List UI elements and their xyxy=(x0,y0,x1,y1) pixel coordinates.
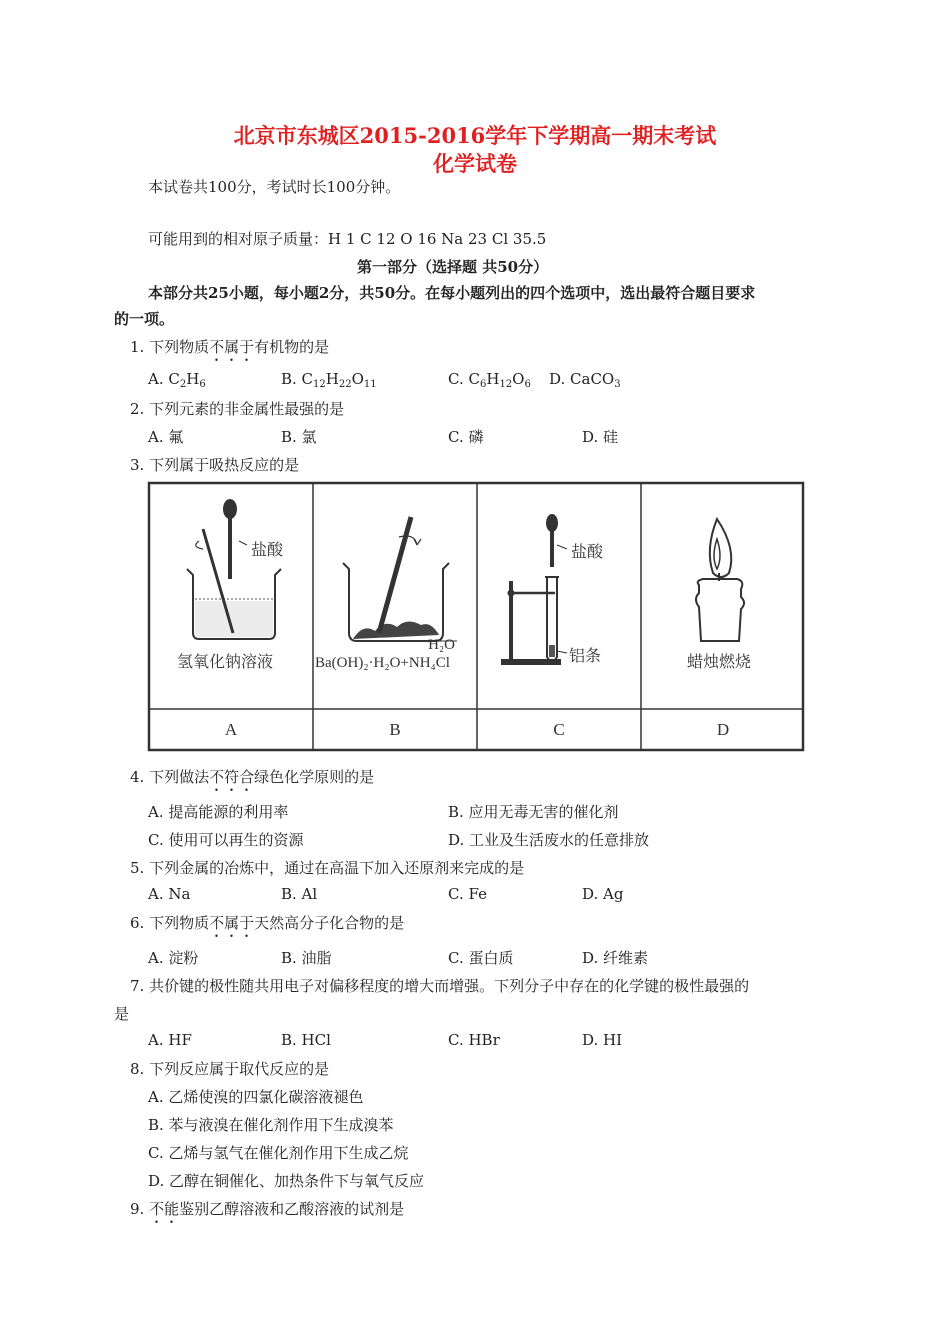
q1-suffix: 有机物的是 xyxy=(254,338,330,356)
question-3: 3. 下列属于吸热反应的是 xyxy=(130,456,300,474)
panel-c-apparatus-illustration xyxy=(501,514,567,665)
q2-option-a: A. 氟 xyxy=(148,428,184,446)
question-2: 2. 下列元素的非金属性最强的是 xyxy=(130,400,345,418)
q4-emphasis: 不符合 xyxy=(209,768,255,786)
q4-option-b: B. 应用无毒无害的催化剂 xyxy=(448,803,619,821)
q2-option-b: B. 氯 xyxy=(281,428,317,446)
panel-d-caption: 蜡烛燃烧 xyxy=(687,654,752,671)
panel-c-metal-label: 铝条 xyxy=(569,648,602,665)
q4-option-a: A. 提高能源的利用率 xyxy=(148,803,289,821)
panel-d-letter: D xyxy=(716,720,730,739)
q6-option-d: D. 纤维素 xyxy=(582,949,649,967)
question-8: 8. 下列反应属于取代反应的是 xyxy=(130,1060,330,1078)
panel-a-letter: A xyxy=(224,720,238,739)
exam-title: 北京市东城区2015-2016学年下学期高一期末考试 xyxy=(233,123,717,148)
q5-option-c: C. Fe xyxy=(448,885,487,903)
q1-emphasis: 不属于 xyxy=(209,338,255,356)
q7-option-c: C. HBr xyxy=(448,1031,500,1049)
panel-a-reagent-label: 盐酸 xyxy=(251,542,284,559)
q1-prefix: 1. 下列物质 xyxy=(130,338,210,356)
panel-a-beaker-illustration xyxy=(187,499,281,639)
part1-heading: 第一部分（选择题 共50分） xyxy=(357,258,549,276)
question-7-line-2: 是 xyxy=(114,1005,130,1023)
atomic-mass-line: 可能用到的相对原子质量：H 1 C 12 O 16 Na 23 Cl 35.5 xyxy=(148,230,547,248)
panel-b-caption: Ba(OH)₂·H₂O+NH₄Cl xyxy=(315,655,450,671)
q1-option-a: A. $C_2H_6$ xyxy=(148,370,206,390)
q5-option-d: D. Ag xyxy=(582,885,624,903)
panel-c-letter: C xyxy=(553,720,565,739)
q5-option-b: B. Al xyxy=(281,885,318,903)
part1-instruction-1: 本部分共25小题，每小题2分，共50分。在每小题列出的四个选项中，选出最符合题目要求 xyxy=(148,284,756,302)
panel-d-candle-illustration xyxy=(696,519,744,641)
panel-b-letter: B xyxy=(389,720,401,739)
q7-option-b: B. HCl xyxy=(281,1031,331,1049)
question-7-line-1: 7. 共价键的极性随共用电子对偏移程度的增大而增强。下列分子中存在的化学键的极性最强的 xyxy=(130,977,750,995)
q1-option-d: D. CaCO$_3$ xyxy=(549,370,621,390)
question-5: 5. 下列金属的冶炼中，通过在高温下加入还原剂来完成的是 xyxy=(130,859,525,877)
exam-subtitle: 化学试卷 xyxy=(433,151,517,176)
q8-option-a: A. 乙烯使溴的四氯化碳溶液褪色 xyxy=(148,1088,364,1106)
q6-emphasis: 不属于 xyxy=(209,914,255,932)
q5-option-a: A. Na xyxy=(148,885,191,903)
q4-option-c: C. 使用可以再生的资源 xyxy=(148,831,304,849)
exam-info: 本试卷共100分，考试时长100分钟。 xyxy=(148,178,401,196)
q1-option-c: C. $C_6H_{12}O_6$ xyxy=(448,370,531,390)
q8-option-d: D. 乙醇在铜催化、加热条件下与氧气反应 xyxy=(148,1172,425,1190)
question-9: 9. 不能鉴别乙醇溶液和乙酸溶液的试剂是 xyxy=(130,1200,405,1218)
q3-figure xyxy=(147,481,805,752)
panel-b-water-label: H₂O xyxy=(428,637,455,653)
q2-option-d: D. 硅 xyxy=(582,428,619,446)
q4-option-d: D. 工业及生活废水的任意排放 xyxy=(448,831,650,849)
q1-option-b: B. $C_{12}H_{22}O_{11}$ xyxy=(281,370,377,390)
question-6: 6. 下列物质不属于天然高分子化合物的是 xyxy=(130,914,405,932)
q7-option-d: D. HI xyxy=(582,1031,623,1049)
panel-b-beaker-illustration xyxy=(343,517,457,641)
question-1 xyxy=(130,336,329,365)
q8-option-c: C. 乙烯与氢气在催化剂作用下生成乙烷 xyxy=(148,1144,409,1162)
question-4: 4. 下列做法不符合绿色化学原则的是 xyxy=(130,768,375,786)
q2-option-c: C. 磷 xyxy=(448,428,484,446)
q7-option-a: A. HF xyxy=(148,1031,192,1049)
part1-instruction-2: 的一项。 xyxy=(114,310,175,328)
q6-option-b: B. 油脂 xyxy=(281,949,332,967)
q6-option-c: C. 蛋白质 xyxy=(448,949,514,967)
panel-a-caption: 氢氧化钠溶液 xyxy=(177,654,274,671)
panel-c-reagent-label: 盐酸 xyxy=(571,544,604,561)
q6-option-a: A. 淀粉 xyxy=(148,949,199,967)
q9-emphasis: 不能 xyxy=(149,1200,180,1218)
q8-option-b: B. 苯与液溴在催化剂作用下生成溴苯 xyxy=(148,1116,394,1134)
